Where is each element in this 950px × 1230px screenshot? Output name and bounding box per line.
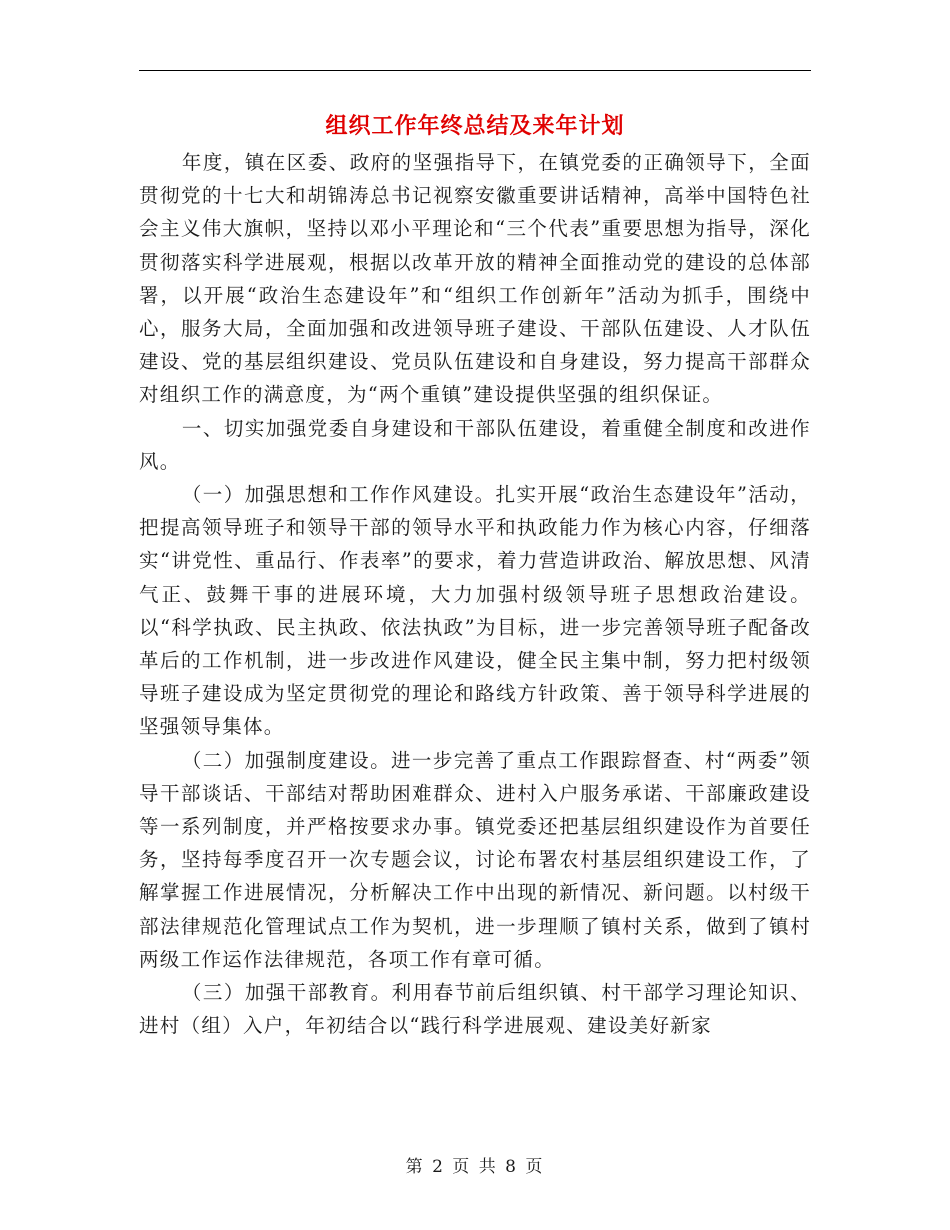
- document-body: [139, 146, 811, 1042]
- paragraph-item-1: （一）加强思想和工作作风建设。扎实开展“政治生态建设年”活动，把提高领导班子和领导干部的领导水平和执政能力作为核心内容，仔细落实“讲党性、重品行、作表率”的要求，着力营造讲政治、解放思想、风清气正、鼓舞干事的进展环境，大力加强村级领导班子思想政治建设。以“科学执政、民主执政、依法执政”为目标，进一步完善领导班子配备改革后的工作机制，进一步改进作风建设，健全民主集中制，努力把村级领导班子建设成为坚定贯彻党的理论和路线方针政策、善于领导科学进展的坚强领导集体。: [139, 483, 811, 739]
- page-number-footer: 第 2 页 共 8 页: [405, 1157, 545, 1177]
- document-title: 组织工作年终总结及来年计划: [325, 113, 625, 139]
- paragraph-item-2: （二）加强制度建设。进一步完善了重点工作跟踪督查、村“两委”领导干部谈话、干部结对帮助困难群众、进村入户服务承诺、干部廉政建设等一系列制度，并严格按要求办事。镇党委还把基层组织建设作为首要任务，坚持每季度召开一次专题会议，讨论布署农村基层组织建设工作，了解掌握工作进展情况，分析解决工作中出现的新情况、新问题。以村级干部法律规范化管理试点工作为契机，进一步理顺了镇村关系，做到了镇村两级工作运作法律规范，各项工作有章可循。: [139, 748, 811, 971]
- paragraph-section-1-heading: 一、切实加强党委自身建设和干部队伍建设，着重健全制度和改进作风。: [139, 416, 811, 473]
- paragraph-intro: 年度，镇在区委、政府的坚强指导下，在镇党委的正确领导下，全面贯彻党的十七大和胡锦涛总书记视察安徽重要讲话精神，高举中国特色社会主义伟大旗帜，坚持以邓小平理论和“三个代表”重要思想为指导，深化贯彻落实科学进展观，根据以改革开放的精神全面推动党的建设的总体部署，以开展“政治生态建设年”和“组织工作创新年”活动为抓手，围绕中心，服务大局，全面加强和改进领导班子建设、干部队伍建设、人才队伍建设、党的基层组织建设、党员队伍建设和自身建设，努力提高干部群众对组织工作的满意度，为“两个重镇”建设提供坚强的组织保证。: [139, 151, 811, 407]
- header-rule: [139, 70, 811, 71]
- paragraph-item-3: （三）加强干部教育。利用春节前后组织镇、村干部学习理论知识、进村（组）入户，年初结合以“践行科学进展观、建设美好新家: [139, 981, 811, 1038]
